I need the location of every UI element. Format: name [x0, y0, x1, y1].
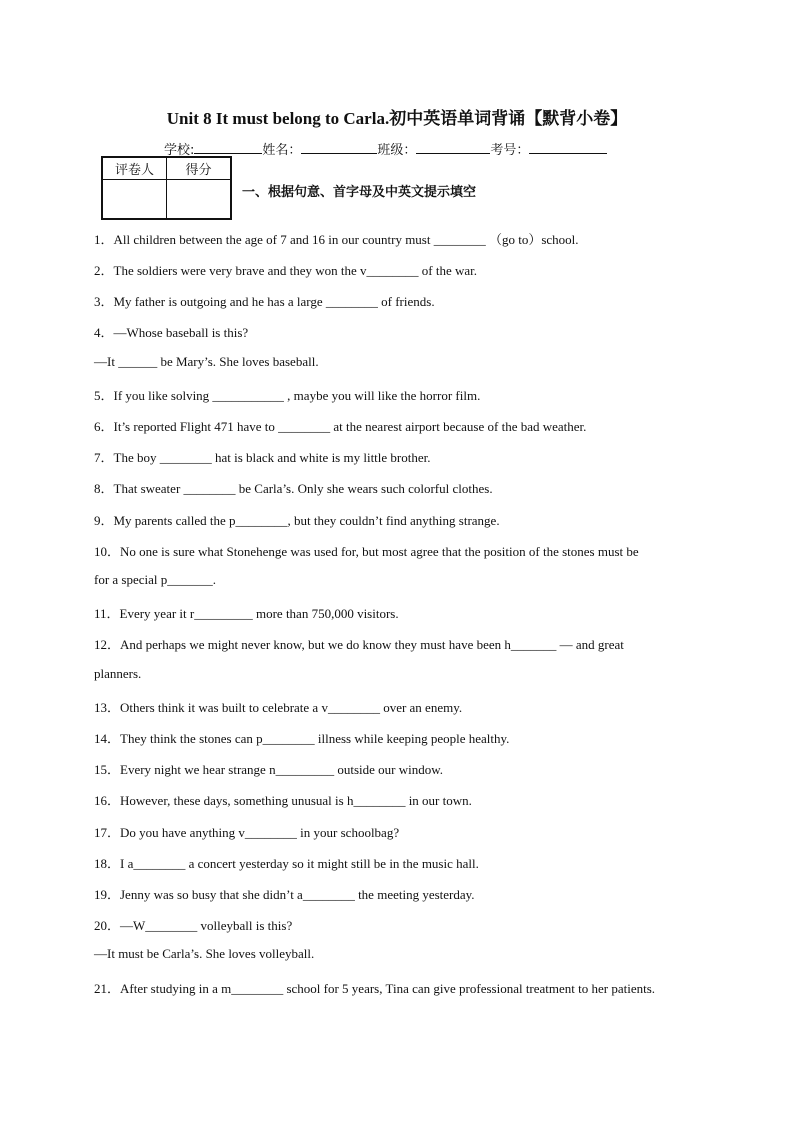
- question-line: 8．That sweater ________ be Carla’s. Only she wears such colorful clothes.: [94, 481, 493, 496]
- question-line: 19．Jenny was so busy that she didn’t a________ the meeting yesterday.: [94, 887, 475, 902]
- question-line: planners.: [94, 666, 142, 681]
- question-line: —It ______ be Mary’s. She loves baseball.: [94, 354, 319, 369]
- section-title: 一、根据句意、首字母及中英文提示填空: [242, 185, 477, 200]
- question-line: 10．No one is sure what Stonehenge was used for, but most agree that the position of the stones must be: [94, 544, 639, 559]
- question-line: 6．It’s reported Flight 471 have to ________ at the nearest airport because of the bad weather.: [94, 419, 587, 434]
- question-line: 17．Do you have anything v________ in your schoolbag?: [94, 825, 400, 840]
- school-field[interactable]: [194, 141, 262, 154]
- question-line: 4．—Whose baseball is this?: [94, 325, 249, 340]
- question-line: 11．Every year it r_________ more than 750,000 visitors.: [94, 606, 399, 621]
- class-field[interactable]: [416, 141, 490, 154]
- question-line: 7．The boy ________ hat is black and white is my little brother.: [94, 450, 431, 465]
- grader-header: 评卷人: [103, 158, 167, 180]
- question-line: 18．I a________ a concert yesterday so it might still be in the music hall.: [94, 856, 479, 871]
- question-line: 12．And perhaps we might never know, but we do know they must have been h_______ — and great: [94, 637, 624, 652]
- score-table: [102, 157, 231, 219]
- question-line: 1．All children between the age of 7 and 16 in our country must ________ （go to）school.: [94, 232, 579, 247]
- exam-number-label: 考号：: [490, 143, 530, 158]
- page-title: Unit 8 It must belong to Carla.初中英语单词背诵【默背小卷】: [166, 109, 628, 128]
- question-line: 15．Every night we hear strange n_________ outside our window.: [94, 762, 444, 777]
- school-label: 学校:: [164, 143, 195, 158]
- student-info-line: [164, 139, 607, 158]
- exam-number-field[interactable]: [529, 141, 607, 154]
- question-line: 9．My parents called the p________, but they couldn’t find anything strange.: [94, 513, 500, 528]
- name-field[interactable]: [301, 141, 377, 154]
- grader-cell[interactable]: [103, 180, 167, 219]
- question-line: 16．However, these days, something unusual is h________ in our town.: [94, 793, 472, 808]
- score-header: 得分: [167, 158, 231, 180]
- question-line: 14．They think the stones can p________ illness while keeping people healthy.: [94, 731, 510, 746]
- question-line: 21．After studying in a m________ school for 5 years, Tina can give professional treatment to her patients.: [94, 981, 656, 996]
- question-line: —It must be Carla’s. She loves volleyball.: [94, 946, 315, 961]
- question-line: 3．My father is outgoing and he has a large ________ of friends.: [94, 294, 435, 309]
- score-cell[interactable]: [167, 180, 231, 219]
- question-line: 20．—W________ volleyball is this?: [94, 918, 293, 933]
- question-line: 2．The soldiers were very brave and they won the v________ of the war.: [94, 263, 478, 278]
- question-line: 13．Others think it was built to celebrate a v________ over an enemy.: [94, 700, 463, 715]
- question-line: 5．If you like solving ___________ , maybe you will like the horror film.: [94, 388, 481, 403]
- class-label: 班级：: [377, 143, 417, 158]
- question-line: for a special p_______.: [94, 572, 217, 587]
- name-label: 姓名：: [262, 143, 302, 158]
